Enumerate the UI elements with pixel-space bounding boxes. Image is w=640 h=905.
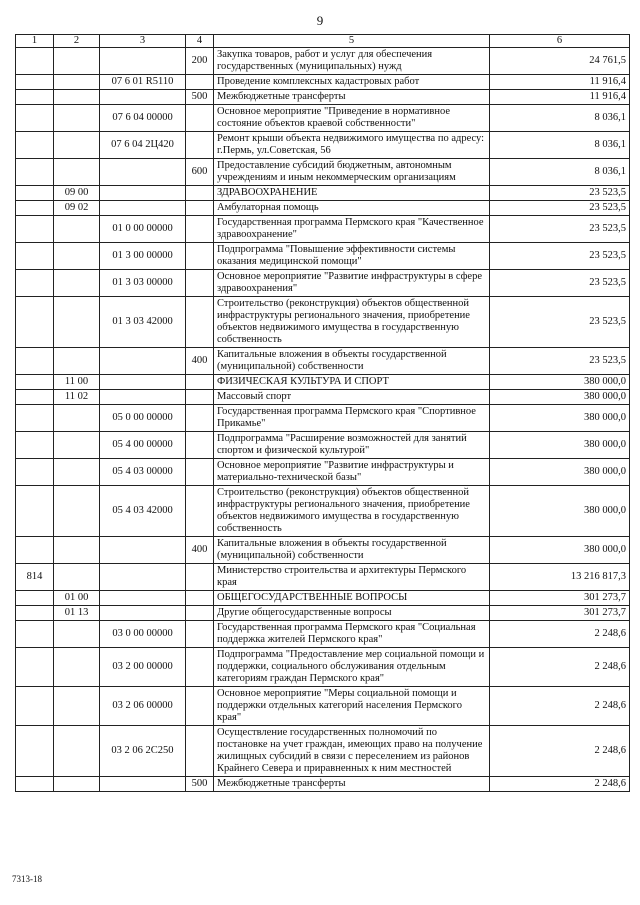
ministry-code-cell (16, 486, 54, 537)
section-code-cell (54, 216, 100, 243)
table-header-row (16, 35, 630, 48)
expense-type-code-cell (186, 216, 214, 243)
section-code-cell (54, 90, 100, 105)
table-row (16, 432, 630, 459)
page-number: 9 (316, 13, 324, 28)
ministry-code-cell (16, 777, 54, 792)
amount-cell: 8 036,1 (490, 105, 630, 132)
expense-type-code-cell (186, 186, 214, 201)
section-code-cell (54, 777, 100, 792)
ministry-code-cell (16, 132, 54, 159)
ministry-code-cell (16, 105, 54, 132)
section-code-cell (54, 459, 100, 486)
target-item-code-cell (100, 777, 186, 792)
item-name-cell: Другие общегосударственные вопросы (214, 606, 490, 621)
item-name-cell: Капитальные вложения в объекты государственной (муниципальной) собственности (214, 537, 490, 564)
section-code-cell (54, 348, 100, 375)
amount-cell: 13 216 817,3 (490, 564, 630, 591)
amount-cell: 301 273,7 (490, 606, 630, 621)
item-name-cell: Закупка товаров, работ и услуг для обеспечения государственных (муниципальных) нужд (214, 48, 490, 75)
expense-type-code-cell (186, 486, 214, 537)
item-name-cell: ФИЗИЧЕСКАЯ КУЛЬТУРА И СПОРТ (214, 375, 490, 390)
target-item-code-cell: 01 3 03 42000 (100, 297, 186, 348)
ministry-code-cell (16, 186, 54, 201)
table-row (16, 243, 630, 270)
amount-cell: 23 523,5 (490, 216, 630, 243)
ministry-code-cell (16, 687, 54, 726)
item-name-cell: Подпрограмма "Предоставление мер социальной помощи и поддержки, социального обслуживания отдельным категориям граждан Пермского края" (214, 648, 490, 687)
table-row (16, 186, 630, 201)
amount-cell: 23 523,5 (490, 186, 630, 201)
expense-type-code-cell (186, 606, 214, 621)
section-code-cell (54, 405, 100, 432)
amount-cell: 24 761,5 (490, 48, 630, 75)
target-item-code-cell: 05 4 00 00000 (100, 432, 186, 459)
item-name-cell: Государственная программа Пермского края "Спортивное Прикамье" (214, 405, 490, 432)
ministry-code-cell (16, 390, 54, 405)
target-item-code-cell: 07 6 04 2Ц420 (100, 132, 186, 159)
table-row (16, 726, 630, 777)
expense-type-code-cell (186, 75, 214, 90)
item-name-cell: ОБЩЕГОСУДАРСТВЕННЫЕ ВОПРОСЫ (214, 591, 490, 606)
section-code-cell (54, 159, 100, 186)
expense-type-code-cell (186, 564, 214, 591)
column-header: 5 (214, 35, 490, 48)
table-row (16, 132, 630, 159)
item-name-cell: Межбюджетные трансферты (214, 777, 490, 792)
expense-type-code-cell: 400 (186, 537, 214, 564)
table-row (16, 777, 630, 792)
section-code-cell (54, 564, 100, 591)
expense-type-code-cell: 500 (186, 90, 214, 105)
item-name-cell: Государственная программа Пермского края "Социальная поддержка жителей Пермского края" (214, 621, 490, 648)
table-row (16, 405, 630, 432)
amount-cell: 2 248,6 (490, 726, 630, 777)
amount-cell: 23 523,5 (490, 243, 630, 270)
expense-type-code-cell (186, 648, 214, 687)
section-code-cell (54, 270, 100, 297)
amount-cell: 380 000,0 (490, 432, 630, 459)
expense-type-code-cell (186, 243, 214, 270)
item-name-cell: Государственная программа Пермского края "Качественное здравоохранение" (214, 216, 490, 243)
item-name-cell: ЗДРАВООХРАНЕНИЕ (214, 186, 490, 201)
amount-cell: 8 036,1 (490, 159, 630, 186)
amount-cell: 8 036,1 (490, 132, 630, 159)
amount-cell: 23 523,5 (490, 348, 630, 375)
table-row (16, 375, 630, 390)
table-row (16, 459, 630, 486)
item-name-cell: Основное мероприятие "Приведение в нормативное состояние объектов краевой собственности" (214, 105, 490, 132)
target-item-code-cell: 03 2 06 2С250 (100, 726, 186, 777)
target-item-code-cell: 01 3 00 00000 (100, 243, 186, 270)
expense-type-code-cell (186, 405, 214, 432)
ministry-code-cell (16, 243, 54, 270)
amount-cell: 2 248,6 (490, 777, 630, 792)
amount-cell: 23 523,5 (490, 270, 630, 297)
section-code-cell (54, 297, 100, 348)
item-name-cell: Основное мероприятие "Развитие инфраструктуры и материально-технической базы" (214, 459, 490, 486)
expense-type-code-cell (186, 726, 214, 777)
table-row (16, 537, 630, 564)
target-item-code-cell: 03 2 06 00000 (100, 687, 186, 726)
column-header: 3 (100, 35, 186, 48)
ministry-code-cell (16, 201, 54, 216)
amount-cell: 380 000,0 (490, 537, 630, 564)
item-name-cell: Строительство (реконструкция) объектов общественной инфраструктуры регионального значения, приобретение объектов недвижимого имущества в государственную собственность (214, 297, 490, 348)
section-code-cell (54, 486, 100, 537)
amount-cell: 11 916,4 (490, 75, 630, 90)
amount-cell: 2 248,6 (490, 687, 630, 726)
expense-type-code-cell (186, 201, 214, 216)
expense-type-code-cell (186, 105, 214, 132)
table-row (16, 687, 630, 726)
amount-cell: 380 000,0 (490, 390, 630, 405)
section-code-cell: 11 00 (54, 375, 100, 390)
expense-type-code-cell (186, 459, 214, 486)
item-name-cell: Предоставление субсидий бюджетным, автономным учреждениям и иным некоммерческим организациям (214, 159, 490, 186)
section-code-cell (54, 432, 100, 459)
item-name-cell: Межбюджетные трансферты (214, 90, 490, 105)
section-code-cell (54, 132, 100, 159)
target-item-code-cell: 07 6 01 R5110 (100, 75, 186, 90)
item-name-cell: Капитальные вложения в объекты государственной (муниципальной) собственности (214, 348, 490, 375)
amount-cell: 380 000,0 (490, 486, 630, 537)
expense-type-code-cell (186, 432, 214, 459)
table-row (16, 48, 630, 75)
column-header: 6 (490, 35, 630, 48)
item-name-cell: Осуществление государственных полномочий по постановке на учет граждан, имеющих право на получение жилищных субсидий в связи с переселением из районов Крайнего Севера и приравненных к ним местностей (214, 726, 490, 777)
target-item-code-cell: 05 0 00 00000 (100, 405, 186, 432)
item-name-cell: Проведение комплексных кадастровых работ (214, 75, 490, 90)
expense-type-code-cell (186, 591, 214, 606)
amount-cell: 380 000,0 (490, 459, 630, 486)
expense-type-code-cell (186, 297, 214, 348)
table-row (16, 201, 630, 216)
table-row (16, 606, 630, 621)
expense-type-code-cell (186, 375, 214, 390)
ministry-code-cell (16, 432, 54, 459)
ministry-code-cell (16, 90, 54, 105)
section-code-cell (54, 726, 100, 777)
ministry-code-cell (16, 537, 54, 564)
expense-type-code-cell (186, 390, 214, 405)
expense-type-code-cell (186, 132, 214, 159)
target-item-code-cell: 05 4 03 42000 (100, 486, 186, 537)
section-code-cell: 01 13 (54, 606, 100, 621)
amount-cell: 380 000,0 (490, 405, 630, 432)
document-code: 7313-18 (12, 874, 42, 884)
target-item-code-cell: 07 6 04 00000 (100, 105, 186, 132)
item-name-cell: Министерство строительства и архитектуры Пермского края (214, 564, 490, 591)
ministry-code-cell: 814 (16, 564, 54, 591)
ministry-code-cell (16, 297, 54, 348)
ministry-code-cell (16, 621, 54, 648)
table-row (16, 390, 630, 405)
table-row (16, 591, 630, 606)
section-code-cell (54, 48, 100, 75)
amount-cell: 11 916,4 (490, 90, 630, 105)
ministry-code-cell (16, 726, 54, 777)
table-row (16, 648, 630, 687)
target-item-code-cell (100, 348, 186, 375)
column-header: 1 (16, 35, 54, 48)
ministry-code-cell (16, 270, 54, 297)
expense-type-code-cell: 200 (186, 48, 214, 75)
section-code-cell: 09 02 (54, 201, 100, 216)
target-item-code-cell (100, 390, 186, 405)
column-header: 4 (186, 35, 214, 48)
section-code-cell: 01 00 (54, 591, 100, 606)
target-item-code-cell (100, 564, 186, 591)
item-name-cell: Строительство (реконструкция) объектов общественной инфраструктуры регионального значения, приобретение объектов недвижимого имущества в государственную собственность (214, 486, 490, 537)
ministry-code-cell (16, 75, 54, 90)
table-row (16, 75, 630, 90)
item-name-cell: Основное мероприятие "Развитие инфраструктуры в сфере здравоохранения" (214, 270, 490, 297)
item-name-cell: Массовый спорт (214, 390, 490, 405)
amount-cell: 301 273,7 (490, 591, 630, 606)
section-code-cell (54, 621, 100, 648)
target-item-code-cell: 05 4 03 00000 (100, 459, 186, 486)
table-row (16, 621, 630, 648)
table-row (16, 486, 630, 537)
table-row (16, 348, 630, 375)
column-header: 2 (54, 35, 100, 48)
target-item-code-cell (100, 159, 186, 186)
table-row (16, 105, 630, 132)
expense-type-code-cell (186, 621, 214, 648)
ministry-code-cell (16, 375, 54, 390)
section-code-cell (54, 648, 100, 687)
item-name-cell: Амбулаторная помощь (214, 201, 490, 216)
target-item-code-cell: 01 0 00 00000 (100, 216, 186, 243)
expense-type-code-cell (186, 687, 214, 726)
section-code-cell (54, 75, 100, 90)
amount-cell: 380 000,0 (490, 375, 630, 390)
ministry-code-cell (16, 348, 54, 375)
section-code-cell: 11 02 (54, 390, 100, 405)
target-item-code-cell (100, 537, 186, 564)
target-item-code-cell: 03 0 00 00000 (100, 621, 186, 648)
ministry-code-cell (16, 606, 54, 621)
target-item-code-cell: 03 2 00 00000 (100, 648, 186, 687)
budget-table (15, 34, 630, 792)
section-code-cell: 09 00 (54, 186, 100, 201)
amount-cell: 23 523,5 (490, 201, 630, 216)
table-row (16, 297, 630, 348)
target-item-code-cell (100, 591, 186, 606)
section-code-cell (54, 687, 100, 726)
expense-type-code-cell (186, 270, 214, 297)
expense-type-code-cell: 500 (186, 777, 214, 792)
table-row (16, 270, 630, 297)
table-row (16, 90, 630, 105)
item-name-cell: Подпрограмма "Расширение возможностей для занятий спортом и физической культурой" (214, 432, 490, 459)
ministry-code-cell (16, 405, 54, 432)
target-item-code-cell (100, 90, 186, 105)
amount-cell: 23 523,5 (490, 297, 630, 348)
section-code-cell (54, 243, 100, 270)
target-item-code-cell (100, 48, 186, 75)
amount-cell: 2 248,6 (490, 621, 630, 648)
ministry-code-cell (16, 159, 54, 186)
item-name-cell: Основное мероприятие "Меры социальной помощи и поддержки отдельных категорий населения Пермского края" (214, 687, 490, 726)
ministry-code-cell (16, 216, 54, 243)
ministry-code-cell (16, 648, 54, 687)
target-item-code-cell (100, 375, 186, 390)
target-item-code-cell (100, 606, 186, 621)
ministry-code-cell (16, 591, 54, 606)
target-item-code-cell (100, 186, 186, 201)
ministry-code-cell (16, 48, 54, 75)
expense-type-code-cell: 600 (186, 159, 214, 186)
ministry-code-cell (16, 459, 54, 486)
target-item-code-cell (100, 201, 186, 216)
section-code-cell (54, 105, 100, 132)
table-row (16, 216, 630, 243)
table-row (16, 159, 630, 186)
expense-type-code-cell: 400 (186, 348, 214, 375)
target-item-code-cell: 01 3 03 00000 (100, 270, 186, 297)
amount-cell: 2 248,6 (490, 648, 630, 687)
section-code-cell (54, 537, 100, 564)
item-name-cell: Подпрограмма "Повышение эффективности системы оказания медицинской помощи" (214, 243, 490, 270)
table-row (16, 564, 630, 591)
item-name-cell: Ремонт крыши объекта недвижимого имущества по адресу: г.Пермь, ул.Советская, 56 (214, 132, 490, 159)
